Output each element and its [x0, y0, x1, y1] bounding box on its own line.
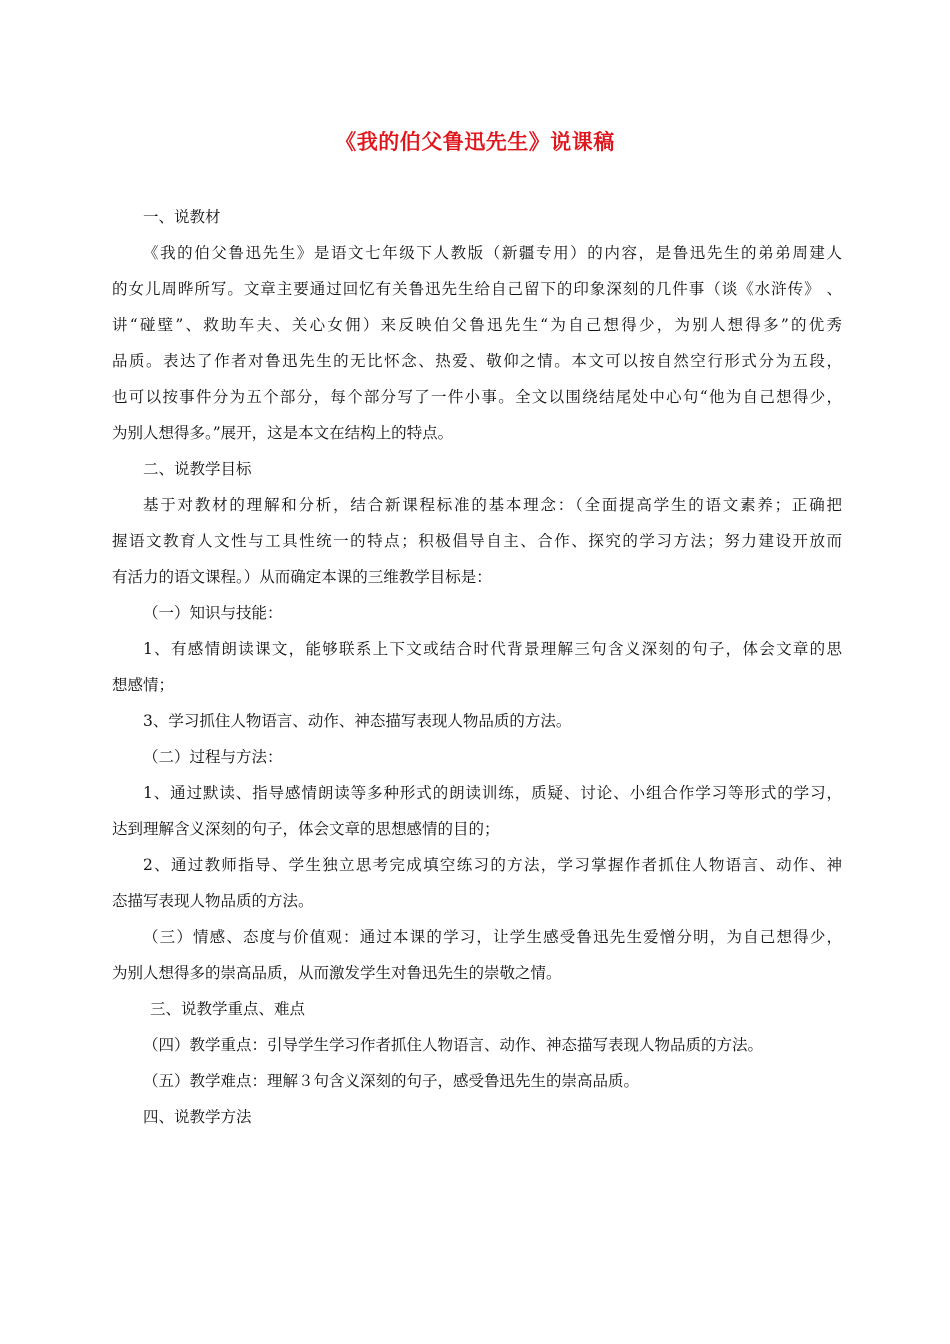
- section-heading: 二、说教学目标: [143, 460, 252, 478]
- paragraph-line: 《我的伯父鲁迅先生》是语文七年级下人教版（新疆专用）的内容，是鲁迅先生的弟弟周建人: [143, 244, 842, 262]
- document-body: [112, 207, 842, 1143]
- paragraph-line: 为别人想得多的崇高品质，从而激发学生对鲁迅先生的崇敬之情。: [112, 964, 562, 982]
- paragraph-line: 1、有感情朗读课文，能够联系上下文或结合时代背景理解三句含义深刻的句子，体会文章的思: [143, 640, 842, 658]
- section-heading: 三、说教学重点、难点: [150, 1000, 306, 1018]
- paragraph-line: 的女儿周晔所写。文章主要通过回忆有关鲁迅先生给自己留下的印象深刻的几件事（谈《水浒传》 、: [112, 280, 842, 298]
- section-heading: 一、说教材: [143, 208, 221, 226]
- paragraph-line: 想感情；: [112, 676, 175, 694]
- paragraph-line: 3、学习抓住人物语言、动作、神态描写表现人物品质的方法。: [143, 712, 572, 730]
- paragraph-line: 1、通过默读、指导感情朗读等多种形式的朗读训练，质疑、讨论、小组合作学习等形式的学习，: [143, 784, 842, 802]
- subsection-heading: （二）过程与方法：: [143, 748, 283, 766]
- paragraph-line: （四）教学重点：引导学生学习作者抓住人物语言、动作、神态描写表现人物品质的方法。: [143, 1036, 764, 1054]
- paragraph-line: 讲“碰壁”、救助车夫、关心女佣）来反映伯父鲁迅先生“为自己想得少，为别人想得多”的优秀: [112, 316, 842, 334]
- paragraph-line: 品质。表达了作者对鲁迅先生的无比怀念、热爱、敬仰之情。本文可以按自然空行形式分为五段，: [112, 352, 842, 370]
- section-heading: 四、说教学方法: [143, 1108, 252, 1126]
- subsection-heading: （一）知识与技能：: [143, 604, 283, 622]
- paragraph-line: 为别人想得多。”展开，这是本文在结构上的特点。: [112, 424, 454, 442]
- paragraph-line: 态描写表现人物品质的方法。: [112, 892, 314, 910]
- paragraph-line: 握语文教育人文性与工具性统一的特点；积极倡导自主、合作、探究的学习方法；努力建设开放而: [112, 532, 842, 550]
- paragraph-line: 2、通过教师指导、学生独立思考完成填空练习的方法，学习掌握作者抓住人物语言、动作、神: [143, 856, 842, 874]
- paragraph-line: （五）教学难点：理解３句含义深刻的句子，感受鲁迅先生的崇高品质。: [143, 1072, 640, 1090]
- paragraph-line: 基于对教材的理解和分析，结合新课程标准的基本理念：（全面提高学生的语文素养；正确把: [143, 496, 842, 514]
- document-title: 《我的伯父鲁迅先生》说课稿: [335, 129, 615, 154]
- paragraph-line: 达到理解含义深刻的句子，体会文章的思想感情的目的；: [112, 820, 500, 838]
- paragraph-line: 有活力的语文课程。）从而确定本课的三维教学目标是：: [112, 568, 492, 586]
- paragraph-line: （三）情感、态度与价值观：通过本课的学习，让学生感受鲁迅先生爱憎分明，为自己想得少，: [143, 928, 842, 946]
- paragraph-line: 也可以按事件分为五个部分，每个部分写了一件小事。全文以围绕结尾处中心句“他为自己想得少，: [112, 388, 842, 406]
